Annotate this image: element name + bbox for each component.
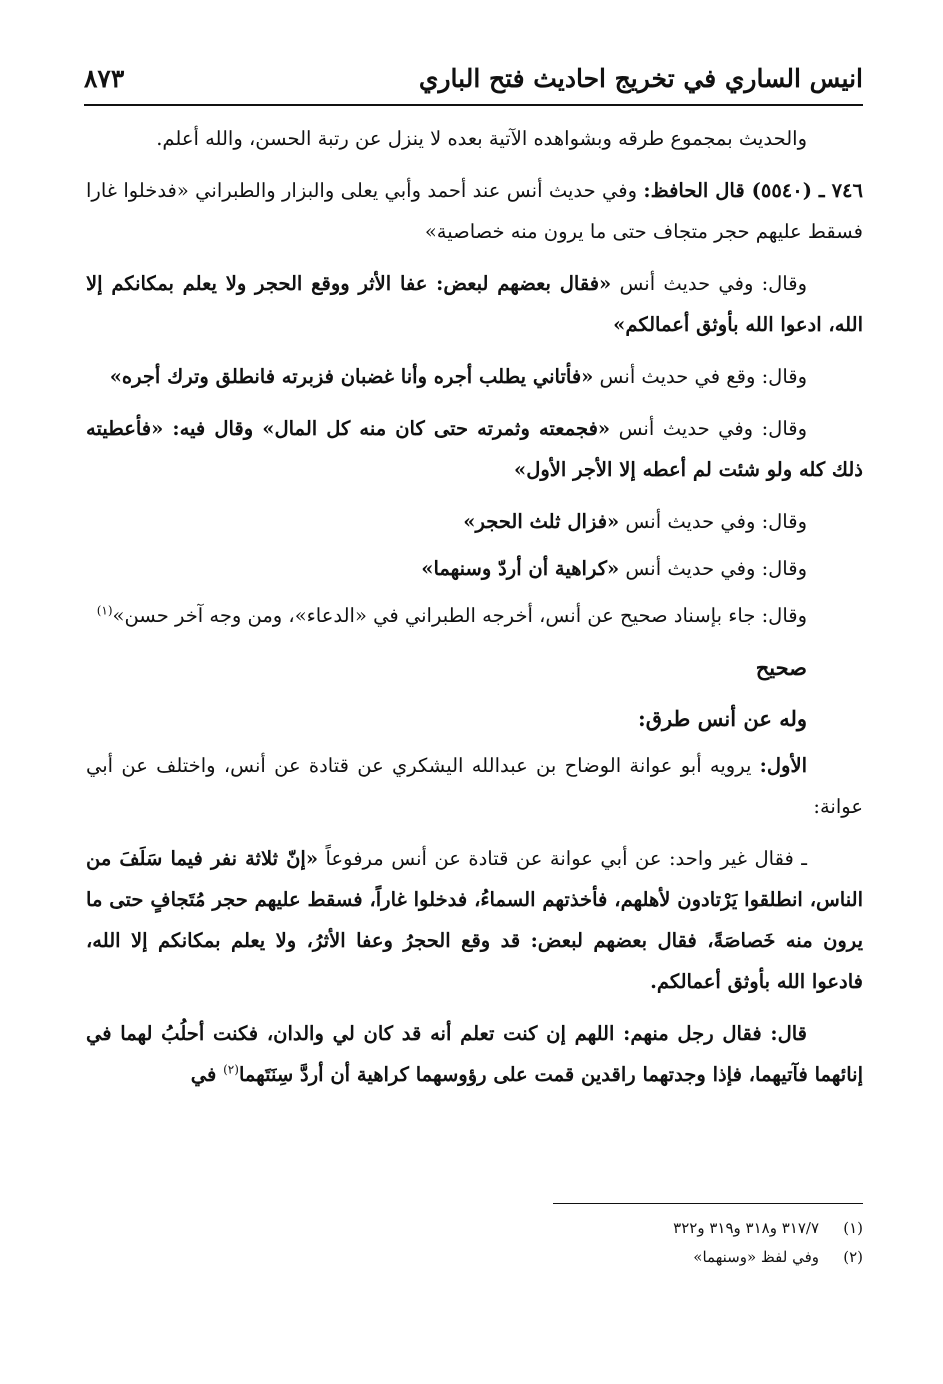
- paragraph-text: وقال: وفي حديث أنس: [610, 417, 807, 440]
- book-title: انيس الساري في تخريج احاديث فتح الباري: [418, 64, 863, 93]
- paragraph-first-route: [86, 745, 863, 827]
- paragraph-746: [86, 170, 863, 252]
- paragraph-text: ـ فقال غير واحد: عن أبي عوانة عن قتادة عن أنس مرفوعاً: [318, 847, 807, 870]
- footnote-divider: [553, 1203, 863, 1204]
- paragraph-qal-6: [86, 595, 863, 636]
- footnote-number: (١): [843, 1219, 863, 1237]
- verdict-heading: صحيح: [755, 655, 807, 680]
- paragraph-hadith-continued: [86, 1013, 863, 1095]
- quoted-text: «فقال بعضهم لبعض: عفا الأثر ووقع الحجر ولا يعلم بمكانكم إلا الله، ادعوا الله بأوثق أعمالكم»: [86, 272, 863, 336]
- quoted-text: «إنّ ثلاثة نفر فيما سَلَفَ من الناس، انطلقوا يَرْتادون لأهلهم، فأخذتهم السماءُ، فدخلوا غاراً، فسقط عليهم حجر مُتَجافٍ حتى ما يرون منه خَصاصَةً، فقال بعضهم لبعض: قد وقع الحجرُ وعفا الأثرُ، ولا يعلم بمكانكم إلا الله، فادعوا الله بأوثق أعمالكم.: [86, 847, 863, 993]
- routes-heading: وله عن أنس طرق:: [637, 706, 807, 731]
- footnotes: [86, 1203, 863, 1272]
- paragraph-text: وقال: وقع في حديث أنس: [593, 365, 807, 388]
- footnote-marker: (١): [96, 603, 113, 618]
- page-header: [84, 60, 863, 106]
- quoted-text: قال: فقال رجل منهم: اللهم إن كنت تعلم أنه قد كان لي والدان، فكنت أحلُبُ لهما في إنائهما فآتيهما، فإذا وجدتهما راقدين قمت على رؤوسهما كراهية أن أردَّ سِنَتَهما: [86, 1022, 863, 1086]
- footnote-number: (٢): [843, 1248, 863, 1266]
- paragraph-text: في: [190, 1063, 224, 1086]
- footnote-marker: (٢): [223, 1062, 239, 1077]
- route-label: الأول:: [759, 754, 807, 777]
- quoted-text: «كراهية أن أردّ وسنهما»: [421, 557, 620, 580]
- hadith-number-label: ٧٤٦ ـ (٥٥٤٠) قال الحافظ:: [643, 179, 863, 202]
- paragraph-text: والحديث بمجموع طرقه وبشواهده الآتية بعده لا ينزل عن رتبة الحسن، والله أعلم.: [156, 127, 807, 150]
- footnote-text: وفي لفظ «وسنهما»: [693, 1248, 819, 1266]
- page-body: [86, 118, 863, 1106]
- quoted-text: «فجمعته وثمرته حتى كان منه كل المال»: [262, 417, 611, 440]
- page-number: ٨٧٣: [84, 64, 125, 93]
- paragraph-text: وقال: وفي حديث أنس: [619, 510, 807, 533]
- quoted-text: «فأتاني يطلب أجره وأنا غضبان فزبرته فانطلق وترك أجره»: [109, 365, 594, 388]
- footnote-item: [86, 1243, 863, 1272]
- paragraph-text: وقال: وفي حديث أنس: [611, 272, 807, 295]
- paragraph-hadith-text: [86, 838, 863, 1002]
- paragraph-text: وفي حديث أنس عند أحمد وأبي يعلى والبزار والطبراني «فدخلوا غارا فسقط عليهم حجر متجاف حتى ما يرون منه خصاصية»: [86, 179, 863, 243]
- paragraph-conclusion: [86, 118, 863, 159]
- paragraph-qal-1: [86, 263, 863, 345]
- paragraph-qal-4: [86, 501, 863, 542]
- paragraph-qal-3: [86, 408, 863, 490]
- footnote-text: ٣١٧/٧ و٣١٨ و٣١٩ و٣٢٢: [673, 1219, 819, 1237]
- quoted-text-2: وقال فيه: «فأعطيته ذلك كله ولو شئت لم أعطه إلا الأجر الأول»: [86, 417, 863, 481]
- quoted-text: «فزال ثلث الحجر»: [463, 510, 620, 533]
- paragraph-text: يرويه أبو عوانة الوضاح بن عبدالله اليشكري عن قتادة عن أنس، واختلف عن أبي عوانة:: [86, 754, 863, 818]
- footnote-item: [86, 1214, 863, 1243]
- paragraph-text: وقال: جاء بإسناد صحيح عن أنس، أخرجه الطبراني في «الدعاء»، ومن وجه آخر حسن»: [112, 604, 807, 627]
- paragraph-text: وقال: وفي حديث أنس: [619, 557, 807, 580]
- paragraph-qal-5: [86, 548, 863, 589]
- paragraph-qal-2: [86, 356, 863, 397]
